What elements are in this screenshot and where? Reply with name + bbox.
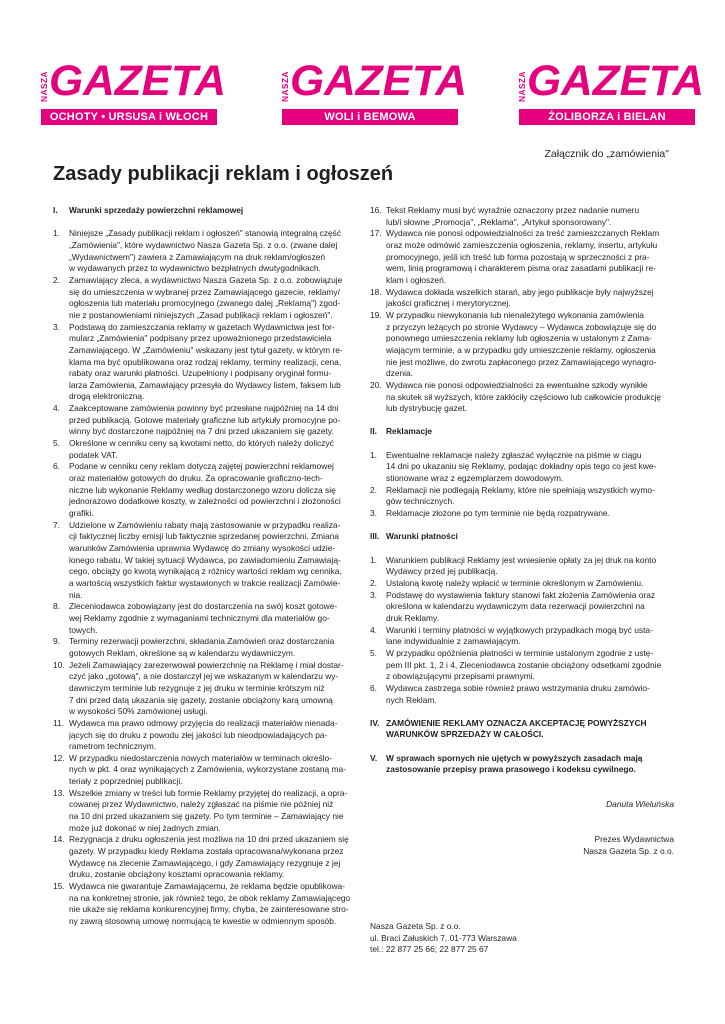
item-line: wiającym terminie, a w przypadku gdy umieszczenie reklamy, ogłoszenia <box>386 344 656 355</box>
list-item <box>53 322 358 404</box>
item-text <box>69 403 358 438</box>
item-line: oraz może odmówić zamieszczenia ogłoszenia, reklamy, insertu, artykułu <box>386 239 658 250</box>
item-text <box>69 520 358 602</box>
list-item <box>53 753 358 788</box>
logo-nasza-text: NASZA <box>280 71 290 103</box>
list-item <box>53 636 358 659</box>
list-item <box>370 648 674 683</box>
item-number: 17. <box>370 228 382 239</box>
item-line: w wydawanych przez to wydawnictwo bezpłatnych dwutygodnikach. <box>69 263 321 274</box>
item-line: podatek VAT. <box>69 449 118 460</box>
item-line: w wysokości 50% zamówionej usługi. <box>69 706 208 717</box>
item-text <box>386 590 674 625</box>
item-line: winny być dostarczone najpóźniej na 7 dni przed ukazaniem się gazety. <box>69 426 334 437</box>
list-item <box>370 508 674 520</box>
list-item <box>370 625 674 648</box>
item-number: 2. <box>53 274 60 285</box>
section-title: Reklamacje <box>386 426 433 437</box>
item-line: Wydawcy przed jej publikacją. <box>386 566 498 577</box>
item-number: 14. <box>53 834 65 845</box>
item-line: W przypadku opóźnienia płatności w terminie ustalonym zgodnie z ustę- <box>386 647 654 658</box>
section-title: Warunki płatności <box>386 531 458 542</box>
item-line: „Zamówienia", które wydawnictwo Nasza Gazeta Sp. z o.o. (zwane dalej <box>69 239 338 250</box>
list-item <box>370 310 674 380</box>
item-line: Określone w cenniku ceny są kwotami netto, do których należy doliczyć <box>69 438 334 449</box>
item-line: ny zawrą stosowną umowę normującą te kwestie w odmiennym sposób. <box>69 916 337 927</box>
item-number: 19. <box>370 309 382 320</box>
item-line: z obowiązującymi przepisami prawnymi. <box>386 671 535 682</box>
item-number: 2. <box>370 577 377 588</box>
item-line: 14 dni po ukazaniu się Reklamy, podając dokładny opis tego co jest kwe- <box>386 461 657 472</box>
item-line: Warunki i terminy płatności w wyjątkowych przypadkach mogą być usta- <box>386 624 653 635</box>
logo-gazeta-zoliborza <box>517 57 705 128</box>
item-text <box>69 660 358 718</box>
signatory-role: Prezes Wydawnictwa <box>594 834 674 845</box>
left-column <box>53 205 358 928</box>
list-item <box>53 660 358 718</box>
section-title: Warunki sprzedaży powierzchni reklamowej <box>69 205 244 215</box>
item-line: Ewentualne reklamacje należy zgłaszać wyłącznie na piśmie w ciągu <box>386 449 642 460</box>
item-number: 7. <box>53 519 60 530</box>
item-line: promocyjnego, jeśli ich treść lub forma pozostają w sprzeczności z pra- <box>386 251 650 262</box>
item-text <box>386 228 674 286</box>
section-heading <box>53 205 358 217</box>
section-4-statement <box>370 718 674 741</box>
item-text <box>69 461 358 519</box>
item-line: Warunkiem publikacji Reklamy jest wniesienie opłaty za jej druk na konto <box>386 554 657 565</box>
list-item <box>53 275 358 322</box>
item-line: mularz „Zamówienia" podpisany przez upoważnionego przedstawiciela <box>69 333 332 344</box>
item-line: Zamawiającego. W „Zamówieniu" wskazany jest tytuł gazety, w którym re- <box>69 344 343 355</box>
item-text <box>69 601 358 636</box>
item-line: przed publikacją. Gotowe materiały graficzne lub artykuły promocyjne po- <box>69 414 341 425</box>
section-2-list <box>370 450 674 520</box>
item-line: się do umieszczenia w wybranej przez Zamawiającego gazecie, reklamy/ <box>69 286 340 297</box>
item-line: oraz materiałów gotowych do druku. Za opracowanie graficzno-tech- <box>69 473 323 484</box>
item-number: 3. <box>370 589 377 600</box>
list-item <box>53 834 358 881</box>
list-item <box>53 520 358 602</box>
list-item <box>53 881 358 928</box>
footer-line: tel.: 22 877 25 66; 22 877 25 67 <box>370 944 489 955</box>
item-line: larza Zamówienia, Zamawiający przesyła do Wydawcy listem, faksem lub <box>69 379 341 390</box>
section-number: II. <box>370 426 377 437</box>
section-number: III. <box>370 531 380 542</box>
item-line: ponownego umieszczenia reklamy lub ogłoszenia w ustalonym z Zama- <box>386 333 652 344</box>
item-line: Rezygnacja z druku ogłoszenia jest możliwa na 10 dni przed ukazaniem się <box>69 834 349 845</box>
signature-block <box>370 799 674 857</box>
attachment-note: Załącznik do „zamówienia" <box>544 148 669 160</box>
item-line: wej Reklamy zgodnie z wymaganiami technicznymi dla materiałów go- <box>69 612 330 623</box>
item-text <box>69 881 358 928</box>
item-line: druk Reklamy. <box>386 612 439 623</box>
logo-gazeta-text: GAZETA <box>290 57 468 105</box>
logo-subtitle: OCHOTY • URSUSA i WŁOCH <box>41 109 217 125</box>
item-line: towych. <box>69 624 98 635</box>
item-number: 12. <box>53 752 65 763</box>
item-line: lub/i słowne „Promocja", „Reklama", „Artykuł sponsorowany". <box>386 216 612 227</box>
footer-line: ul. Braci Załuskich 7, 01-773 Warszawa <box>370 932 517 943</box>
item-line: Zleceniodawca zobowiązany jest do dostarczenia na swój koszt gotowe- <box>69 601 338 612</box>
item-line: Terminy rezerwacji powierzchni, składania Zamówień oraz dostarczania <box>69 636 335 647</box>
item-line: nia. <box>69 589 83 600</box>
list-item <box>370 590 674 625</box>
item-line: nie ukaże się reklama konkurencyjnej firmy, chyba, że zainteresowane stro- <box>69 904 349 915</box>
item-text <box>386 205 674 228</box>
item-text <box>386 625 674 648</box>
item-text <box>69 228 358 275</box>
list-item <box>370 287 674 310</box>
item-text <box>386 380 674 415</box>
list-item <box>370 450 674 485</box>
item-line: „Wydawnictwem") zawiera z Zamawiającym na druk reklam/ogłoszeń <box>69 251 326 262</box>
company-footer <box>370 921 517 956</box>
item-line: cowanej przez Wydawnictwo, należy zgłaszać na piśmie nie później niż <box>69 799 334 810</box>
item-line: określona w kalendarzu wydawniczym data rezerwacji powierzchni na <box>386 601 645 612</box>
list-item <box>53 438 358 461</box>
statement-line: WARUNKÓW SPRZEDAŻY W CAŁOŚCI. <box>386 729 544 740</box>
list-item <box>53 461 358 519</box>
item-line: Jeżeli Zamawiający zarezerwował powierzchnię na Reklamę i miał dostar- <box>69 659 344 670</box>
item-line: cego, obciąży go kwotą wynikającą z różnicy wartości reklam wg cennika, <box>69 566 342 577</box>
item-line: 7 dni przed datą ukazania się gazety, zostanie obciążony karą umowną <box>69 694 333 705</box>
list-item <box>53 403 358 438</box>
item-text <box>386 287 674 310</box>
item-line: cji faktycznej liczby emisji lub faktycznie sprzedanej powierzchni. Zmiana <box>69 531 339 542</box>
list-item <box>370 683 674 706</box>
item-line: na na konkretnej stronie, jak również tego, że obok reklamy Zamawiającego <box>69 892 351 903</box>
section-number: I. <box>53 205 58 215</box>
item-number: 18. <box>370 286 382 297</box>
list-item <box>53 788 358 835</box>
item-line: klam i ogłoszeń. <box>386 274 447 285</box>
list-item <box>370 485 674 508</box>
item-line: druku, zostanie obciążony kosztami opracowania reklamy. <box>69 869 285 880</box>
item-line: teriały z poprzedniej publikacji. <box>69 776 183 787</box>
section-heading <box>370 531 674 543</box>
item-number: 16. <box>370 205 382 215</box>
section-heading <box>370 426 674 438</box>
section-number: V. <box>370 752 378 763</box>
item-line: lane indywidualnie z zamawiającym. <box>386 636 521 647</box>
item-line: W przypadku niewykonania lub nienależytego wykonania zamówienia <box>386 309 644 320</box>
item-line: Reklamacji nie podlegają Reklamy, które nie spełniają wszystkich wymo- <box>386 484 655 495</box>
item-line: klama ma być opublikowana oraz rodzaj reklamy, terminy realizacji, cena, <box>69 356 342 367</box>
section-5-statement <box>370 753 674 776</box>
item-number: 13. <box>53 787 65 798</box>
item-text <box>386 683 674 706</box>
item-number: 8. <box>53 601 60 612</box>
item-line: warunków Zamówienia uprawnia Wydawcę do zmiany wysokości udzie- <box>69 543 336 554</box>
item-text <box>69 438 358 461</box>
footer-line: Nasza Gazeta Sp. z o.o. <box>370 921 461 931</box>
logo-subtitle: ŻOLIBORZA i BIELAN <box>519 109 695 125</box>
item-line: ogłoszenia lub materiału promocyjnego (zwanego dalej „Reklamą") zgod- <box>69 298 341 309</box>
item-text <box>69 636 358 659</box>
item-line: a wartością wszystkich faktur wystawionych w trakcie realizacji Zamówie- <box>69 577 341 588</box>
section-1-continued-list <box>370 205 674 415</box>
item-line: grafiki. <box>69 508 94 519</box>
item-line: lonego rabatu. W takiej sytuacji Wydawca, po zawiadomieniu Zamawiają- <box>69 554 341 565</box>
list-item <box>370 380 674 415</box>
list-item <box>370 555 674 578</box>
list-item <box>53 601 358 636</box>
item-line: rabaty oraz warunki płatności. Uzupełniony i podpisany oryginał formu- <box>69 368 332 379</box>
item-number: 20. <box>370 379 382 390</box>
list-item <box>370 578 674 590</box>
item-line: Zaakceptowane zamówienia powinny być przesłane najpóźniej na 14 dni <box>69 403 339 414</box>
item-number: 6. <box>53 461 60 472</box>
item-line: jednorazowo dodatkowe koszty, w zależności od powierzchni i złożoności <box>69 496 341 507</box>
logo-nasza-text: NASZA <box>39 71 49 103</box>
item-line: Wydawca nie gwarantuje Zamawiającemu, że reklama będzie opublikowa- <box>69 881 345 892</box>
item-number: 10. <box>53 659 65 670</box>
statement-line: ZAMÓWIENIE REKLAMY OZNACZA AKCEPTACJĘ POWYŻSZYCH <box>386 717 647 728</box>
item-line: pem III pkt. 1, 2 i 4, Zleceniodawca zostanie obciążony odsetkami zgodnie <box>386 659 662 670</box>
item-line: Udzielone w Zamówieniu rabaty mają zastosowanie w przypadku realiza- <box>69 519 341 530</box>
item-number: 2. <box>370 484 377 495</box>
item-line: jących się do druku z powodu złej jakości lub nieodpowiadających pa- <box>69 729 328 740</box>
item-line: Wydawca ma prawo odmowy przyjęcia do realizacji materiałów nienada- <box>69 717 338 728</box>
item-text <box>69 834 358 881</box>
item-number: 3. <box>370 508 377 519</box>
item-line: stionowane wraz z egzemplarzem dowodowym. <box>386 473 564 484</box>
item-line: Ustaloną kwotę należy wpłacić w terminie określonym w Zamówieniu. <box>386 577 644 588</box>
item-line: Zamawiający zleca, a wydawnictwo Nasza Gazeta Sp. z o.o. zobowiązuje <box>69 274 343 285</box>
item-line: Podstawę do wystawienia faktury stanowi fakt złożenia Zamówienia oraz <box>386 589 656 600</box>
item-number: 1. <box>53 228 60 239</box>
item-line: nie z postanowieniami niniejszych „Zasad publikacji reklam i ogłoszeń". <box>69 309 333 320</box>
item-line: Tekst Reklamy musi być wyraźnie oznaczony przez nadanie numeru <box>386 205 640 215</box>
list-item <box>53 718 358 753</box>
item-text <box>69 322 358 404</box>
item-text <box>386 310 674 380</box>
item-line: z przyczyn leżących po stronie Wydawcy – Wydawca zobowiązuje się do <box>386 321 657 332</box>
item-line: jakości graficznej i merytorycznej. <box>386 298 511 309</box>
list-item <box>370 228 674 286</box>
item-number: 15. <box>53 881 65 892</box>
item-text <box>386 485 674 508</box>
right-column <box>370 205 674 858</box>
item-line: Niniejsze „Zasady publikacji reklam i ogłoszeń" stanowią integralną część <box>69 228 342 239</box>
item-number: 4. <box>53 403 60 414</box>
item-number: 5. <box>370 647 377 658</box>
list-item <box>370 205 674 228</box>
item-text <box>386 555 674 578</box>
item-line: nych w pkt. 4 oraz wynikających z Zamówienia, wykorzystane zostaną ma- <box>69 764 346 775</box>
item-line: Wydawca nie ponosi odpowiedzialności za treść zamieszczanych Reklam <box>386 228 660 239</box>
page-title: Zasady publikacji reklam i ogłoszeń <box>53 163 394 185</box>
item-line: gów technicznych. <box>386 496 455 507</box>
item-text <box>386 648 674 683</box>
logo-nasza-text: NASZA <box>517 71 527 103</box>
item-line: nie jest możliwe, do zwrotu zapłaconego przez Zamawiającego wynagro- <box>386 356 657 367</box>
logo-gazeta-woli <box>280 57 468 128</box>
item-line: na skutek sił wyższych, które zakłóciły częściowo lub całkowicie produkcję <box>386 391 662 402</box>
item-number: 1. <box>370 449 377 460</box>
signatory-company: Nasza Gazeta Sp. z o.o. <box>583 845 674 856</box>
item-line: Wszelkie zmiany w treści lub formie Reklamy przyjętej do realizacji, a opra- <box>69 787 348 798</box>
statement-line: W sprawach spornych nie ujętych w powyższych zasadach mają <box>386 752 643 763</box>
item-line: na 10 dni przed ukazaniem się gazety. Po tym terminie – Zamawiający nie <box>69 811 344 822</box>
signatory-name: Danuta Wieluńska <box>606 799 674 810</box>
item-line: W przypadku niedostarczenia nowych materiałów w terminach określo- <box>69 752 332 763</box>
item-text <box>69 753 358 788</box>
item-text <box>386 450 674 485</box>
item-line: dawniczym terminie lub rezygnuje z jej druku w terminie krótszym niż <box>69 682 325 693</box>
item-line: Podstawą do zamieszczania reklamy w gazetach Wydawnictwa jest for- <box>69 321 335 332</box>
item-line: Wydawca nie ponosi odpowiedzialności za ewentualne szkody wynikłe <box>386 379 648 390</box>
item-number: 3. <box>53 321 60 332</box>
item-line: gazety. W przypadku kiedy Reklama została opracowana/wykonana przez <box>69 846 344 857</box>
item-text <box>69 788 358 835</box>
list-item <box>53 228 358 275</box>
logo-gazeta-text: GAZETA <box>527 57 705 105</box>
item-text <box>69 275 358 322</box>
item-line: nych Reklam. <box>386 694 437 705</box>
item-line: rametrom technicznym. <box>69 741 157 752</box>
item-line: niczne lub wykonanie Reklamy według dostarczonego wzoru dolicza się <box>69 484 336 495</box>
item-line: Wydawca dokłada wszelkich starań, aby jego publikacje były najwyższej <box>386 286 654 297</box>
item-line: czyć jako „gotową", a nie dostarczył jej we wskazanym w kalendarzu wy- <box>69 671 339 682</box>
item-number: 11. <box>53 717 65 728</box>
logo-gazeta-text: GAZETA <box>49 57 227 105</box>
item-line: dzenia. <box>386 368 414 379</box>
item-line: gotowych Reklam, określone są w kalendarzu wydawniczym. <box>69 647 296 658</box>
item-number: 5. <box>53 438 60 449</box>
section-3-list <box>370 555 674 707</box>
item-line: wem, linią programową i charakterem pisma oraz zasadami publikacji re- <box>386 263 656 274</box>
item-line: może już dokonać w niej żadnych zmian. <box>69 822 221 833</box>
item-number: 1. <box>370 554 377 565</box>
item-number: 4. <box>370 624 377 635</box>
item-text <box>69 718 358 753</box>
item-number: 6. <box>370 682 377 693</box>
logo-gazeta-ochoty <box>39 57 227 128</box>
section-1-list <box>53 228 358 927</box>
item-number: 9. <box>53 636 60 647</box>
item-line: Reklamacje złożone po tym terminie nie będą rozpatrywane. <box>386 508 610 519</box>
item-line: Podane w cenniku ceny reklam dotyczą zajętej powierzchni reklamowej <box>69 461 334 472</box>
item-line: Wydawca zastrzega sobie również prawo wstrzymania druku zamówio- <box>386 682 650 693</box>
item-line: drogą elektroniczną. <box>69 391 145 402</box>
item-line: lub dystrybucję gazet. <box>386 403 468 414</box>
item-text <box>386 508 674 520</box>
statement-line: zastosowanie przepisy prawa prasowego i kodeksu cywilnego. <box>386 764 636 775</box>
section-number: IV. <box>370 717 380 728</box>
item-line: Wydawcę na zlecenie Zamawiającego, i gdy Zamawiający rezygnuje z jej <box>69 857 341 868</box>
logo-subtitle: WOLI i BEMOWA <box>282 109 458 125</box>
item-text <box>386 578 674 590</box>
